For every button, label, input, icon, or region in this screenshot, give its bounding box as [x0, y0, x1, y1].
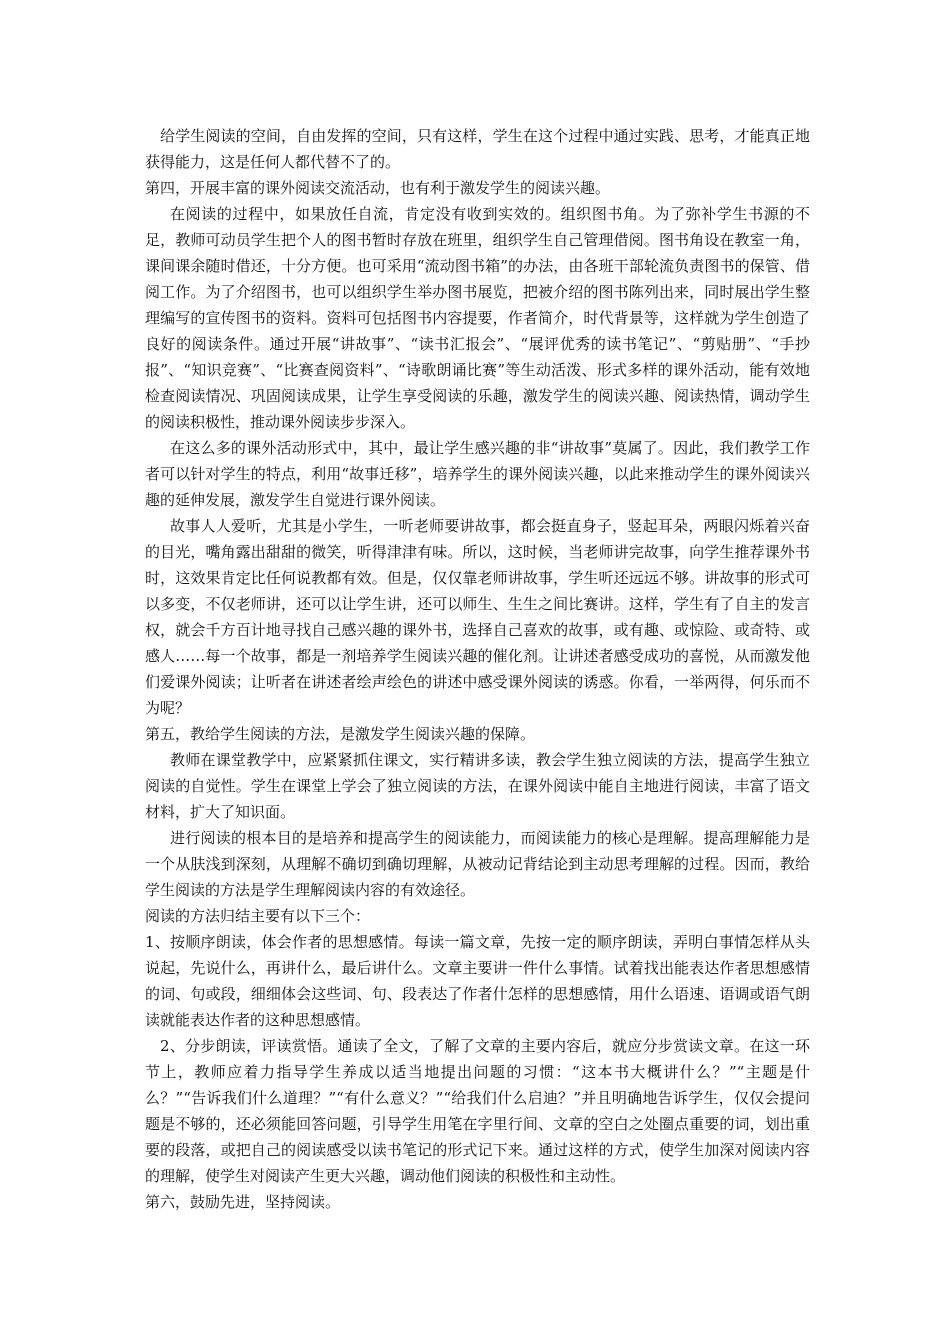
paragraph-3: 在这么多的课外活动形式中，其中，最让学生感兴趣的非“讲故事”莫属了。因此，我们教学工作者可以针对学生的特点，利用“故事迁移”，培养学生的课外阅读兴趣，以此来推动学生的课外阅读兴趣的延伸发展，激发学生自觉进行课外阅读。	[145, 439, 810, 509]
heading-fifth: 第五，教给学生阅读的方法，是激发学生阅读兴趣的保障。	[145, 725, 536, 743]
document-page	[145, 123, 810, 1215]
paragraph-2: 在阅读的过程中，如果放任自流，肯定没有收到实效的。组织图书角。为了弥补学生书源的不足，教师可动员学生把个人的图书暂时存放在班里，组织学生自己管理借阅。图书角设在教室一角，课间课余随时借还，十分方便。也可采用“流动图书箱”的办法，由各班干部轮流负责图书的保管、借阅工作。为了介绍图书，也可以组织学生举办图书展览，把被介绍的图书陈列出来，同时展出学生整理编写的宣传图书的资料。资料可包括图书内容提要，作者简介，时代背景等，这样就为学生创造了良好的阅读条件。通过开展“讲故事”、“读书汇报会”、“展评优秀的读书笔记”、“剪贴册”、“手抄报”、“知识竞赛”、“比赛查阅资料”、“诗歌朗诵比赛”等生动活泼、形式多样的课外活动，能有效地检查阅读情况、巩固阅读成果，让学生享受阅读的乐趣，激发学生的阅读兴趣、阅读热情，调动学生的阅读积极性，推动课外阅读步步深入。	[145, 205, 810, 431]
paragraph-5: 教师在课堂教学中，应紧紧抓住课文，实行精讲多读，教会学生独立阅读的方法，提高学生独立阅读的自觉性。学生在课堂上学会了独立阅读的方法，在课外阅读中能自主地进行阅读，丰富了语文材料，扩大了知识面。	[145, 751, 810, 821]
heading-fourth: 第四，开展丰富的课外阅读交流活动，也有利于激发学生的阅读兴趣。	[145, 179, 611, 197]
paragraph-4: 故事人人爱听，尤其是小学生，一听老师要讲故事，都会挺直身子，竖起耳朵，两眼闪烁着兴奋的目光，嘴角露出甜甜的微笑，听得津津有味。所以，这时候，当老师讲完故事，向学生推荐课外书时，这效果肯定比任何说教都有效。但是，仅仅靠老师讲故事，学生听还远远不够。讲故事的形式可以多变，不仅老师讲，还可以让学生讲，还可以师生、生生之间比赛讲。这样，学生有了自主的发言权，就会千方百计地寻找自己感兴趣的课外书，选择自己喜欢的故事，或有趣、或惊险、或奇特、或感人……每一个故事，都是一剂培养学生阅读兴趣的催化剂。让讲述者感受成功的喜悦，从而激发他们爱课外阅读；让听者在讲述者绘声绘色的讲述中感受课外阅读的诱惑。你看，一举两得，何乐而不为呢？	[145, 517, 810, 717]
paragraph-6: 进行阅读的根本目的是培养和提高学生的阅读能力，而阅读能力的核心是理解。提高理解能力是一个从肤浅到深刻，从理解不确切到确切理解，从被动记背结论到主动思考理解的过程。因而，教给学生阅读的方法是学生理解阅读内容的有效途径。	[145, 829, 810, 899]
methods-intro: 阅读的方法归结主要有以下三个：	[145, 907, 371, 925]
method-2: 2、分步朗读，评读赏悟。通读了全文，了解了文章的主要内容后，就应分步赏读文章。在这一环节上，教师应着力指导学生养成以适当地提出问题的习惯：“这本书大概讲什么？”“主题是什么？”“告诉我们什么道理？”“有什么意义？”“给我们什么启迪？”并且明确地告诉学生，仅仅会提问题是不够的，还必须能回答问题，引导学生用笔在字里行间、文章的空白之处圈点重要的词，划出重要的段落，或把自己的阅读感受以读书笔记的形式记下来。通过这样的方式，使学生加深对阅读内容的理解，使学生对阅读产生更大兴趣，调动他们阅读的积极性和主动性。	[145, 1037, 810, 1185]
heading-sixth: 第六，鼓励先进，坚持阅读。	[145, 1193, 341, 1211]
method-1: 1、按顺序朗读，体会作者的思想感情。每读一篇文章，先按一定的顺序朗读，弄明白事情怎样从头说起，先说什么，再讲什么，最后讲什么。文章主要讲一件什么事情。试着找出能表达作者思想感情的词、句或段，细细体会这些词、句、段表达了作者什怎样的思想感情，用什么语速、语调或语气朗读就能表达作者的这种思想感情。	[145, 933, 810, 1029]
paragraph-1: 给学生阅读的空间，自由发挥的空间，只有这样，学生在这个过程中通过实践、思考，才能真正地获得能力，这是任何人都代替不了的。	[145, 127, 810, 171]
